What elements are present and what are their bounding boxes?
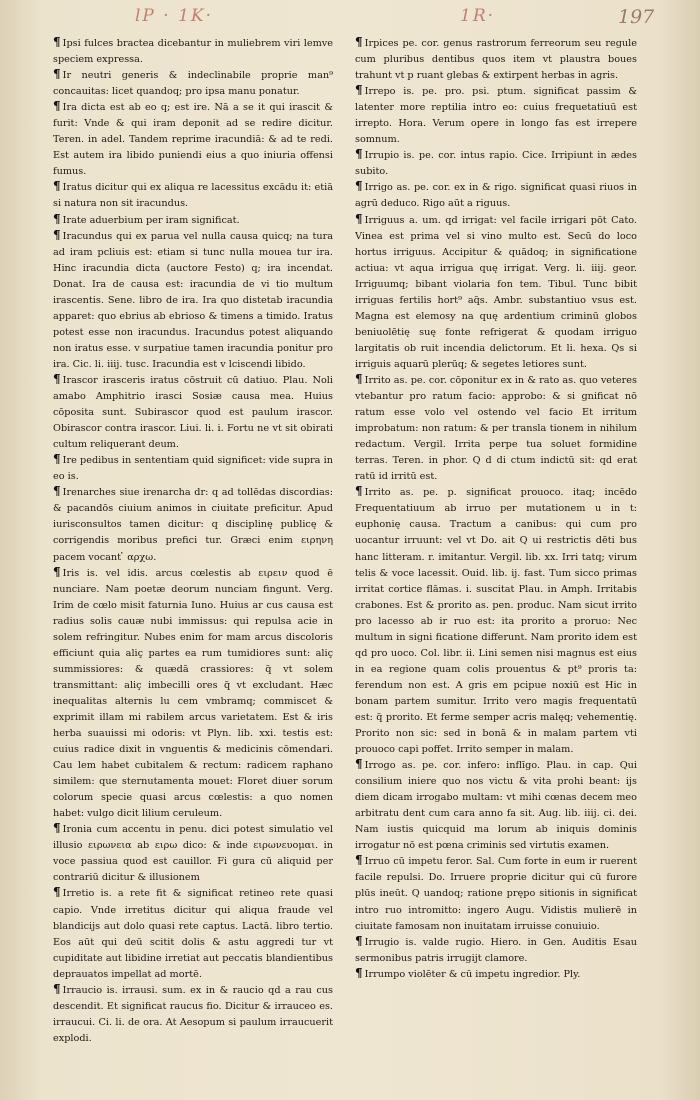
dictionary-entry	[355, 854, 637, 934]
entry-text: Iratus dicitur qui ex aliqua re lacessitus excādu it: etiā si natura non sit iracundus.	[53, 182, 333, 210]
dictionary-entry	[355, 148, 637, 180]
pilcrow-mark: ¶	[355, 965, 363, 980]
pilcrow-mark: ¶	[355, 147, 363, 162]
dictionary-entry	[355, 180, 637, 212]
pilcrow-mark: ¶	[53, 821, 61, 836]
entry-text: Ironia cum accentu in penu. dici potest simulatio vel illusio ειρωνεια ab ειρω dico: & inde ειρωνευομαι. in voce passiua quod est cauillor. Fi gura cū aliquid per contrariū dicitur & illusionem	[53, 824, 333, 884]
pilcrow-mark: ¶	[355, 484, 363, 499]
pilcrow-mark: ¶	[53, 371, 61, 386]
dictionary-entry	[53, 822, 333, 886]
left-text-column	[53, 36, 333, 1066]
pilcrow-mark: ¶	[355, 853, 363, 868]
pilcrow-mark: ¶	[355, 933, 363, 948]
dictionary-entry	[53, 229, 333, 373]
entry-text: Ire pedibus in sententiam quid significet: vide supra in eo is.	[53, 455, 333, 483]
entry-text: Irrigo as. pe. cor. ex in & rigo. significat quasi riuos in agrū deduco. Rigo aūt a riguus.	[355, 182, 637, 210]
entry-text: Irrepo is. pe. pro. psi. ptum. significat passim & latenter more reptilia intro eo: cuius frequetatiuū est irrepto. Hora. Verum opere in longo fas est irrepere somnum.	[355, 86, 637, 146]
pilcrow-mark: ¶	[355, 211, 363, 226]
entry-text: Irrogo as. pe. cor. infero: inflīgo. Plau. in cap. Qui consilium iniere quo nos victu & vita prohi beant: ijs diem dicam irrogabo multam: vt mihi cœnas decem meo arbitratu dent cum cara anno fa sit. Aug. lib. iiij. ci. dei. Nam iustis quicquid ma lorum ab iniquis dominis irrogatur nō est pœna criminis sed virtutis examen.	[355, 760, 637, 852]
entry-text: Irascor irasceris iratus cōstruit cū datiuo. Plau. Noli amabo Amphitrio irasci Sosiæ causa mea. Huius cōposita sunt. Subirascor quod est paulum irascor. Obirascor contra irascor. Liui. li. i. Fortu ne vt sit obirati cultum reliquerant deum.	[53, 374, 333, 451]
pilcrow-mark: ¶	[355, 83, 363, 98]
dictionary-entry	[53, 485, 333, 565]
entry-text: Irriguus a. um. qd irrigat: vel facile irrigari pōt Cato. Vinea est prima vel si vino multo est. Secū do loco hortus irriguus. Accipitur & quādoq; in significatione actiua: vt aqua irrigua quę irrigat. Verg. li. iiij. geor. Irriguumq; bibant violaria fon tem. Tibul. Tunc bibit irriguas fertilis hort⁹ aq̃s. Ambr. substantiuo vsus est. Magna est elemosy na quę ardentium criminū globos beniuolētię suę fonte refrigerat & quodam irriguo largitatis ob ruit incendia delictorum. Et li. hexa. Qs si irriguis aquarū plerūq; & segetes letiores sunt.	[355, 214, 637, 370]
dictionary-entry	[53, 453, 333, 485]
dictionary-entry	[355, 935, 637, 967]
dictionary-entry	[53, 983, 333, 1047]
dictionary-entry	[53, 100, 333, 180]
entry-text: Irretio is. a rete fit & significat retineo rete quasi capio. Vnde irretitus dicitur qui aliqua fraude vel blandicijs aut dolo quasi rete captus. Lactā. libro tertio. Eos aūt qui deū scitit dolis & astu aggredi tur vt cupiditate aut libidine irretiat aut peccatis blandientibus deprauatos impellat ad mortē.	[53, 888, 333, 980]
dictionary-entry	[355, 213, 637, 373]
entry-text: Irrumpo violēter & cū impetu ingredior. Ply.	[364, 968, 581, 980]
pilcrow-mark: ¶	[53, 99, 61, 114]
pilcrow-mark: ¶	[53, 484, 61, 499]
right-text-column	[355, 36, 637, 1066]
pilcrow-mark: ¶	[53, 67, 61, 82]
dictionary-entry	[53, 566, 333, 823]
dictionary-entry	[355, 36, 637, 84]
dictionary-entry	[53, 68, 333, 100]
pilcrow-mark: ¶	[53, 227, 61, 242]
pilcrow-mark: ¶	[355, 36, 363, 49]
entry-text: Irrito as. pe. p. significat prouoco. itaq; incēdo Frequentatiuum ab irruo per mutationem u in t: euphonię causa. Tractum a canibus: qui cum pro uocantur irruunt: vel vt Do. ait Q ui restrictis dēti bus hanc litteram. r. imitantur. Vergil. lib. xx. Irri tatq; virum telis & voce lacessit. Ouid. lib. ij. fast. Tum sicco primas irritat cortice flāmas. i. suscitat Plau. in Amph. Irritabis crabones. Est & prorito as. pen. produc. Nam sicut irrito pro lacesso ab ir ruo est: ita prorito a proruo: Nec multum in signi ficatione differunt. Nam prorito idem est qd pro uoco. Col. libr. ii. Lini semen nisi magnus est eius in ea regione quam colis prouentus & pt⁹ proris ta: ferendum non est. A gris em pcipue noxiū est Hic in bonam partem sumitur. Irrito vero magis frequentatū est: q̃ prorito. Et ferme semper acris malęq; vehementię. Prorito non sic: sed in bonā & in malam partem vti prouoco capi poffet. Irrito semper in malam.	[355, 487, 637, 756]
entry-text: Irrupio is. pe. cor. intus rapio. Cice. Irripiunt in ædes subito.	[355, 150, 637, 178]
entry-text: Ira dicta est ab eo q; est ire. Nā a se it qui irascit & furit: Vnde & qui iram deponit ad se redire dicitur. Teren. in adel. Tandem reprime iracundiā: & ad te redi. Est autem ira libido puniendi eius a quo iniuria offensi fumus.	[53, 102, 333, 178]
dictionary-entry	[355, 758, 637, 854]
entry-text: Iris is. vel idis. arcus cœlestis ab ειρειν quod ē nunciare. Nam poetæ deorum nunciam fingunt. Verg. Irim de cœlo misit faturnia Iuno. Huius ar cus causa est radius solis cauæ nubi immissus: qui repulsa acie in solem refringitur. Nubes enim for mam arcus discoloris efficiunt quia aliç partes ea rum tumidiores sunt: aliç summissiores: & quædā crassiores: q̃ vt solem transmittant: aliç imbecilli ores q̃ vt excludant. Hæc inequalitas alternis lu cem vmbramq; commiscet & exprimit illam mi rabilem arcus varietatem. Est & iris herba suauissi mi odoris: vt Plyn. lib. xxi. testis est: cuius radice dixit in vnguentis & medicinis cōmendari. Cau lem habet cubitalem & rectum: radicem raphano similem: que sternutamenta mouet: Floret diuer sorum colorum specie quasi arcus cœlestis: a quo nomen habet: vulgo dicit lilium ceruleum.	[53, 567, 333, 820]
dictionary-entry	[53, 36, 333, 68]
entry-text: Irate aduerbium per iram significat.	[62, 214, 240, 226]
pilcrow-mark: ¶	[53, 211, 61, 226]
dictionary-entry	[355, 373, 637, 485]
dictionary-entry	[53, 213, 333, 229]
entry-text: Irraucio is. irrausi. sum. ex in & raucio qd a rau cus descendit. Et significat raucus fio. Dicitur & irrauceo es. irraucui. Ci. li. de ora. At Aesopum si paulum irraucuerit explodi.	[53, 984, 333, 1044]
dictionary-entry	[53, 373, 333, 453]
pilcrow-mark: ¶	[53, 452, 61, 467]
pilcrow-mark: ¶	[53, 36, 61, 49]
handwritten-annotation-center: 1R·	[460, 6, 496, 26]
pilcrow-mark: ¶	[355, 179, 363, 194]
pilcrow-mark: ¶	[355, 371, 363, 386]
dictionary-entry	[355, 967, 637, 983]
pilcrow-mark: ¶	[53, 981, 61, 996]
dictionary-entry	[355, 84, 637, 148]
pilcrow-mark: ¶	[53, 179, 61, 194]
entry-text: Irpices pe. cor. genus rastrorum ferreorum seu regule cum pluribus dentibus quos item vt plaustra boues trahunt vt p ruant glebas & extirpent herbas in agris.	[355, 38, 637, 82]
dictionary-entry	[53, 886, 333, 982]
handwritten-annotation-left: lP · 1K·	[135, 6, 214, 26]
entry-text: Iracundus qui ex parua vel nulla causa quicq; na tura ad iram pcliuis est: etiam si tunc nulla mouea tur ira. Hinc iracundia dicta (auctore Festo) q; ira incendat. Donat. Ira de causa est: iracundia de vi tio multum irascentis. Sene. libro de ira. Ira quo distetab iracundia apparet: quo ebrius ab ebrioso & timens a timido. Iratus potest esse non iracundus. Iracundus potest aliquando non iratus esse. v surpatiue tamen iracundia ponitur pro ira. Cic. li. iiij. tusc. Iracundia est v lciscendi libido.	[53, 230, 333, 370]
entry-text: Ir neutri generis & indeclinabile proprie man⁹ concauitas: licet quandoq; pro ipsa manu ponatur.	[53, 70, 333, 98]
entry-text: Irruo cū impetu feror. Sal. Cum forte in eum ir ruerent facile repulsi. Do. Irruere proprie dicitur qui cū furore plūs ineūt. Q uandoq; ratione prępo sitionis in significat intro ruo intromitto: ingero Augu. Vidistis mulierē in ciuitate famosam non inuitatam irruisse conuiuio.	[355, 856, 637, 932]
pilcrow-mark: ¶	[53, 564, 61, 579]
dictionary-entry	[355, 485, 637, 758]
entry-text: Ipsi fulces bractea dicebantur in muliebrem viri lemve speciem expressa.	[53, 38, 333, 66]
entry-text: Irenarches siue irenarcha dr: q ad tollēdas discordias: & pacandōs ciuium animos in ciuitate preficitur. Apud iurisconsultos tamen dicitur: q disciplinę publicę & corrigendis moribus prefici tur. Græci enim ειρηνη pacem vocant ̓ αρχω.	[53, 487, 333, 563]
dictionary-entry	[53, 180, 333, 212]
folio-number: 197	[618, 6, 655, 28]
pilcrow-mark: ¶	[355, 757, 363, 772]
entry-text: Irrito as. pe. cor. cōponitur ex in & rato as. quo veteres vtebantur pro ratum facio: approbo: & si gnificat nō ratum esse volo vel ostendo vel facio Et irritum improbatum: non ratum: & per transla tionem in nihilum redactum. Vergil. Irrita perpe tua soluet formidine terras. Teren. in phor. Q d di ctum indictū sit: qd erat ratū id irritū est.	[355, 374, 637, 483]
pilcrow-mark: ¶	[53, 885, 61, 900]
entry-text: Irrugio is. valde rugio. Hiero. in Gen. Auditis Esau sermonibus patris irrugijt clamore.	[355, 936, 637, 964]
